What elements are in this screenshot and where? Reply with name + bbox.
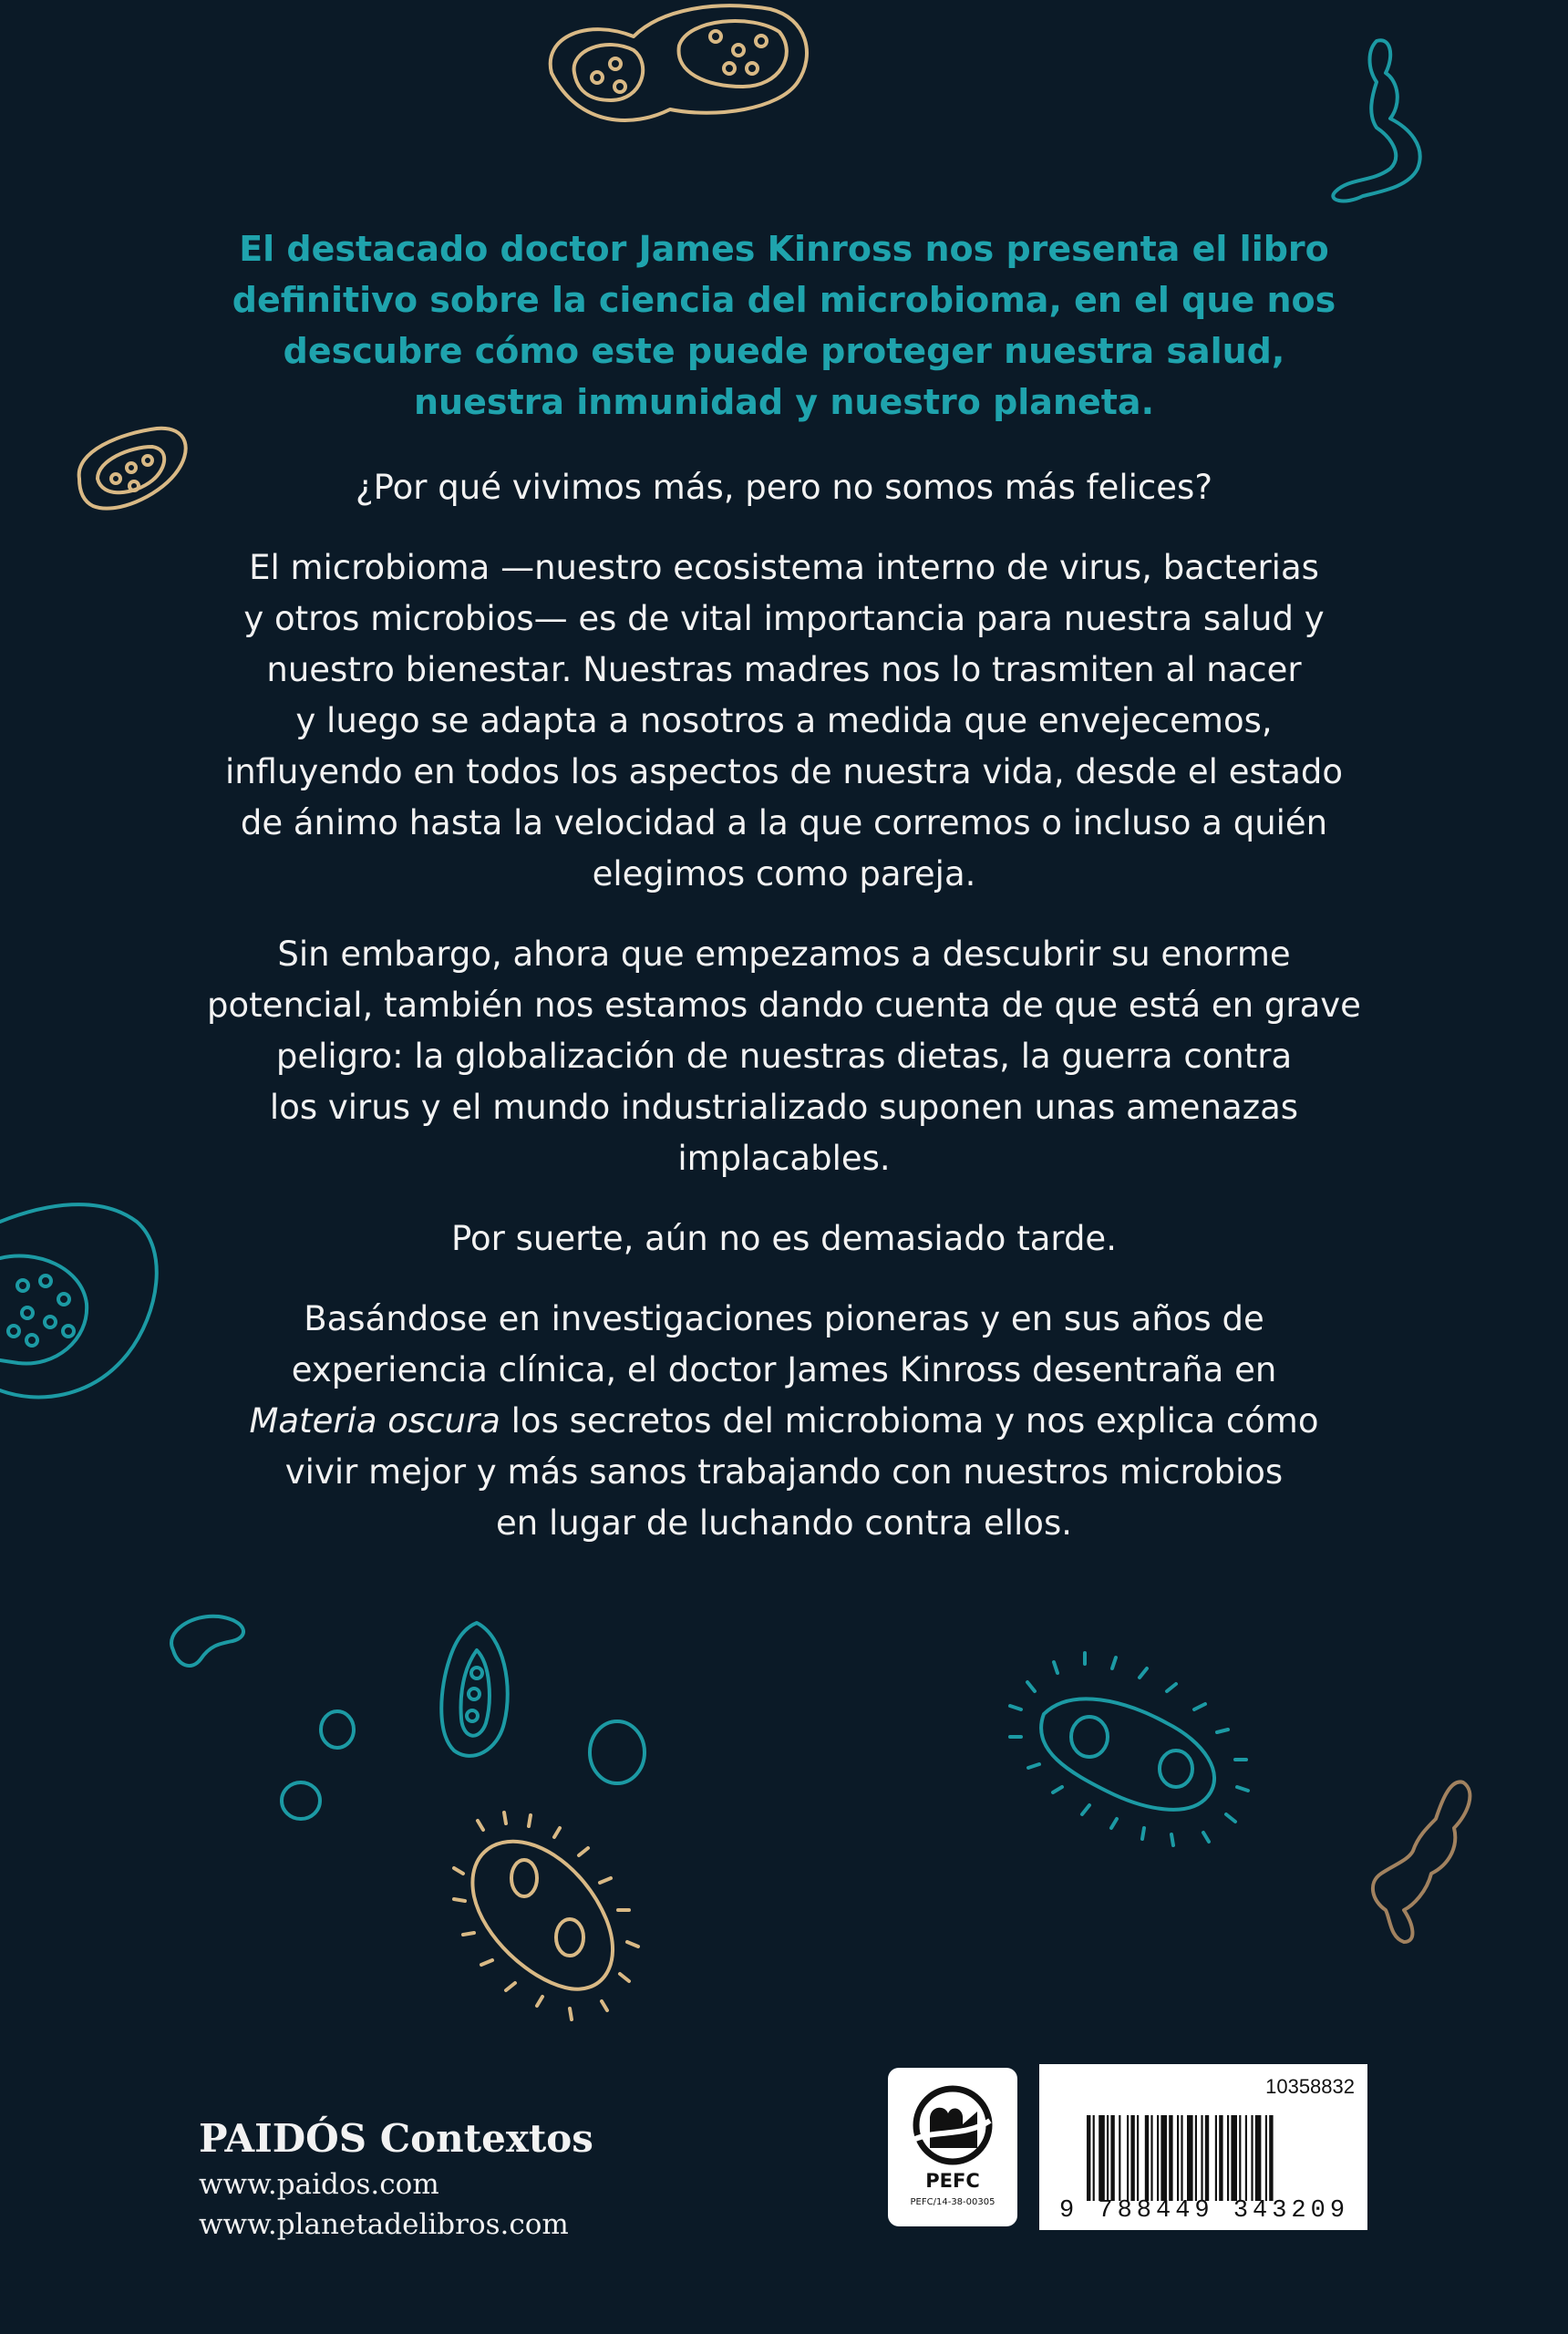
microbe-left-middle-icon: [0, 1185, 169, 1413]
isbn-number: 9 788449 343209: [1059, 2197, 1350, 2225]
body-line: nuestro bienestar. Nuestras madres nos lo trasmiten al nacer: [266, 650, 1302, 689]
body-line-rest: los secretos del microbioma y nos explica cómo: [500, 1401, 1319, 1441]
body-line: Sin embargo, ahora que empezamos a descubrir su enorme: [277, 935, 1291, 974]
microbe-top-center-icon: [533, 0, 825, 146]
body-line: potencial, también nos estamos dando cuenta de que está en grave: [207, 986, 1361, 1025]
microbe-bottom-right-teal-icon: [1007, 1650, 1253, 1842]
small-oval-1-icon: [315, 1705, 360, 1755]
body-line: Basándose en investigaciones pioneras y en sus años de: [304, 1299, 1264, 1338]
body-line: y otros microbios— es de vital importancia para nuestra salud y: [243, 599, 1325, 638]
pefc-code: PEFC/14-38-00305: [910, 2197, 995, 2207]
publisher-block: [199, 2113, 593, 2245]
paragraph-materia-oscura: [182, 1294, 1386, 1549]
lead-line: nuestra inmunidad y nuestro planeta.: [413, 382, 1155, 422]
publisher-imprint: PAIDÓS Contextos: [199, 2116, 593, 2161]
lead-line: definitivo sobre la ciencia del microbioma, en el que nos: [232, 280, 1336, 320]
bacteria-chain-top-right-icon: [1326, 32, 1445, 214]
body-line: experiencia clínica, el doctor James Kinross desentraña en: [291, 1350, 1277, 1389]
body-line: influyendo en todos los aspectos de nuestra vida, desde el estado: [224, 752, 1344, 791]
body-line: en lugar de luchando contra ellos.: [496, 1503, 1072, 1543]
bean-microbe-icon: [164, 1609, 255, 1673]
small-oval-2-icon: [276, 1776, 326, 1826]
publisher-url-planeta: www.planetadelibros.com: [199, 2208, 569, 2241]
body-line: Por suerte, aún no es demasiado tarde.: [451, 1219, 1117, 1258]
pefc-certification: [888, 2068, 1017, 2226]
publisher-url-paidos: www.paidos.com: [199, 2168, 439, 2201]
paragraph-suerte: [182, 1213, 1386, 1265]
pefc-label: PEFC: [925, 2170, 980, 2192]
body-line: El microbioma —nuestro ecosistema interno de virus, bacterias: [249, 548, 1319, 587]
paragraph-microbioma: [182, 542, 1386, 900]
body-line: y luego se adapta a nosotros a medida que envejecemos,: [295, 701, 1273, 740]
microbe-bottom-gold-icon: [456, 1810, 638, 2019]
bacteria-chain-bottom-right-icon: [1363, 1773, 1481, 1947]
lead-line: descubre cómo este puede proteger nuestra salud,: [283, 331, 1285, 371]
question-paragraph: [182, 462, 1386, 513]
body-line: implacables.: [677, 1139, 891, 1178]
small-oval-3-icon: [583, 1716, 652, 1789]
back-cover-text: [182, 223, 1386, 1578]
body-line-with-title: [182, 1396, 1386, 1447]
question-line: ¿Por qué vivimos más, pero no somos más felices?: [356, 468, 1212, 507]
body-line: elegimos como pareja.: [592, 854, 976, 893]
microbe-center-left-icon: [427, 1614, 527, 1769]
body-line: de ánimo hasta la velocidad a la que corremos o incluso a quién: [240, 803, 1328, 842]
body-line: los virus y el mundo industrializado suponen unas amenazas: [269, 1088, 1299, 1127]
barcode-bars-icon: [1087, 2115, 1346, 2201]
book-title: Materia oscura: [249, 1401, 500, 1441]
barcode-reference-number: 10358832: [1265, 2075, 1355, 2098]
isbn-barcode: [1039, 2064, 1367, 2230]
body-line: vivir mejor y más sanos trabajando con nuestros microbios: [284, 1452, 1284, 1492]
body-line: peligro: la globalización de nuestras dietas, la guerra contra: [275, 1037, 1293, 1076]
paragraph-peligro: [182, 929, 1386, 1184]
pefc-tree-logo-icon: [910, 2084, 995, 2166]
lead-paragraph: [182, 223, 1386, 428]
lead-line: El destacado doctor James Kinross nos presenta el libro: [239, 229, 1329, 269]
